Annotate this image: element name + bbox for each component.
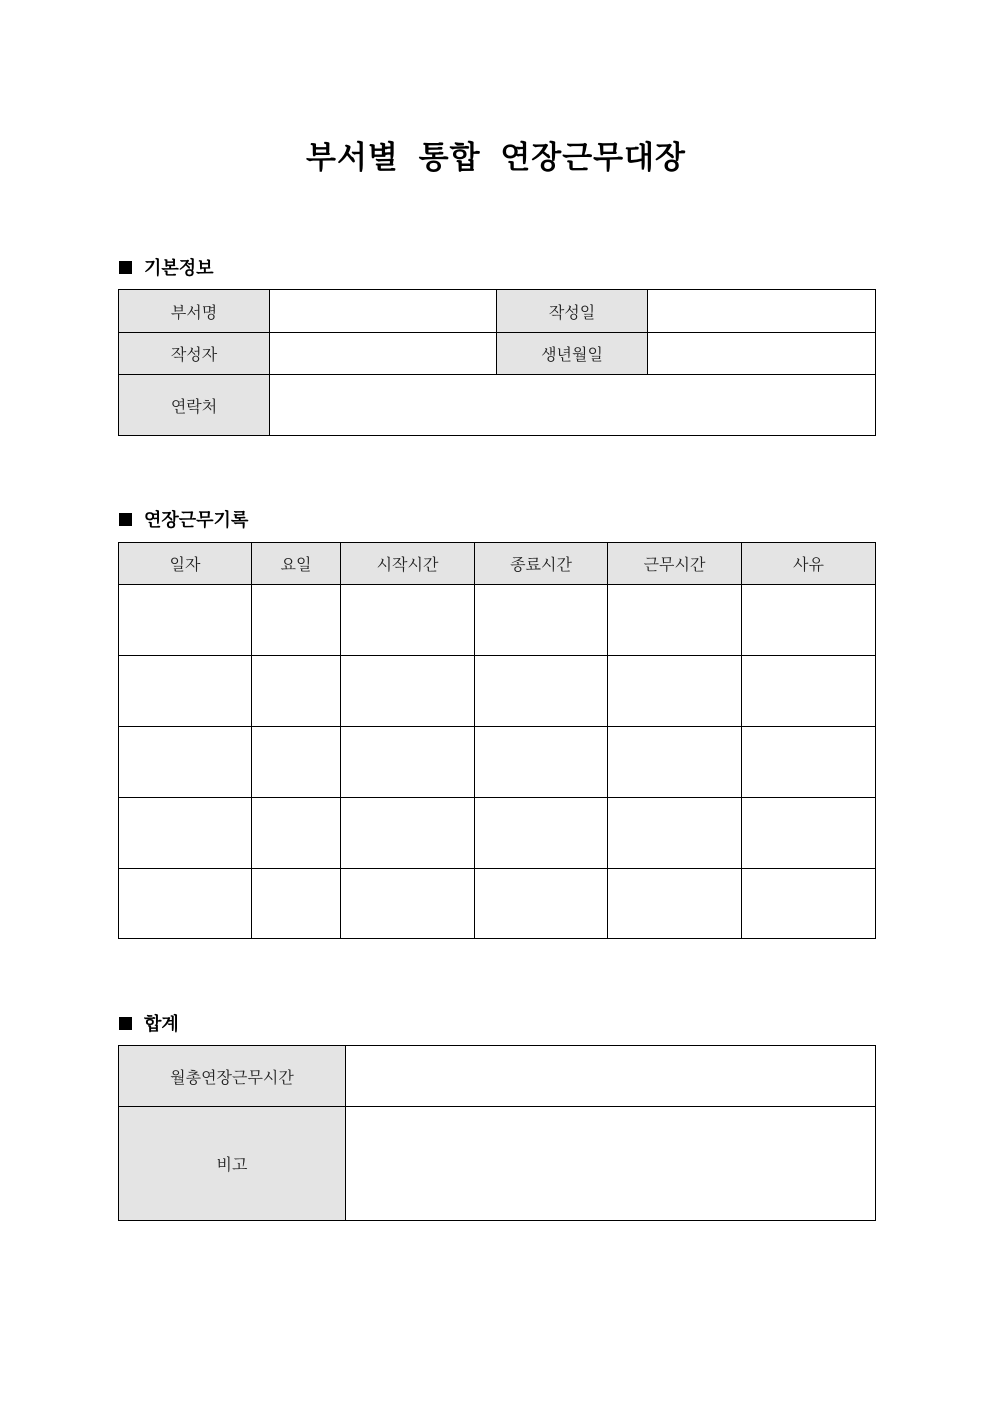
start-time-cell[interactable] [341,656,475,727]
monthly-total-field[interactable] [346,1046,876,1107]
start-time-cell[interactable] [341,798,475,869]
date-cell[interactable] [119,798,252,869]
weekday-cell[interactable] [252,585,341,656]
square-bullet-icon [119,261,132,274]
square-bullet-icon [119,1017,132,1030]
table-row [119,798,876,869]
work-hours-cell[interactable] [608,869,742,939]
column-header-end-time: 종료시간 [475,543,608,585]
weekday-cell[interactable] [252,798,341,869]
monthly-total-label: 월총연장근무시간 [119,1046,346,1107]
author-field[interactable] [270,333,497,375]
column-header-date: 일자 [119,543,252,585]
birth-date-field[interactable] [648,333,876,375]
start-time-cell[interactable] [341,727,475,798]
written-date-field[interactable] [648,290,876,333]
date-cell[interactable] [119,727,252,798]
column-header-reason: 사유 [742,543,876,585]
start-time-cell[interactable] [341,585,475,656]
date-cell[interactable] [119,656,252,727]
author-label: 작성자 [119,333,270,375]
reason-cell[interactable] [742,656,876,727]
reason-cell[interactable] [742,727,876,798]
section-heading-total [119,1010,179,1036]
end-time-cell[interactable] [475,798,608,869]
start-time-cell[interactable] [341,869,475,939]
reason-cell[interactable] [742,798,876,869]
table-row [119,869,876,939]
weekday-cell[interactable] [252,656,341,727]
total-table [118,1045,876,1221]
reason-cell[interactable] [742,585,876,656]
work-hours-cell[interactable] [608,656,742,727]
column-header-work-hours: 근무시간 [608,543,742,585]
column-header-weekday: 요일 [252,543,341,585]
birth-date-label: 생년월일 [497,333,648,375]
remarks-label: 비고 [119,1107,346,1221]
section-heading-overtime-record [119,506,248,532]
overtime-header-row [119,543,876,585]
end-time-cell[interactable] [475,727,608,798]
column-header-start-time: 시작시간 [341,543,475,585]
table-row [119,656,876,727]
end-time-cell[interactable] [475,585,608,656]
end-time-cell[interactable] [475,656,608,727]
square-bullet-icon [119,513,132,526]
department-field[interactable] [270,290,497,333]
table-row [119,727,876,798]
work-hours-cell[interactable] [608,798,742,869]
written-date-label: 작성일 [497,290,648,333]
reason-cell[interactable] [742,869,876,939]
weekday-cell[interactable] [252,869,341,939]
remarks-field[interactable] [346,1107,876,1221]
page-title: 부서별 통합 연장근무대장 [306,140,686,176]
work-hours-cell[interactable] [608,727,742,798]
section-heading-label: 합계 [144,1014,179,1035]
section-heading-basic-info [119,254,214,280]
date-cell[interactable] [119,869,252,939]
section-heading-label: 연장근무기록 [144,510,249,531]
section-heading-label: 기본정보 [144,258,214,279]
weekday-cell[interactable] [252,727,341,798]
date-cell[interactable] [119,585,252,656]
work-hours-cell[interactable] [608,585,742,656]
end-time-cell[interactable] [475,869,608,939]
department-label: 부서명 [119,290,270,333]
table-row [119,585,876,656]
contact-field[interactable] [270,375,876,436]
contact-label: 연락처 [119,375,270,436]
overtime-record-table [118,542,876,939]
basic-info-table [118,289,876,436]
